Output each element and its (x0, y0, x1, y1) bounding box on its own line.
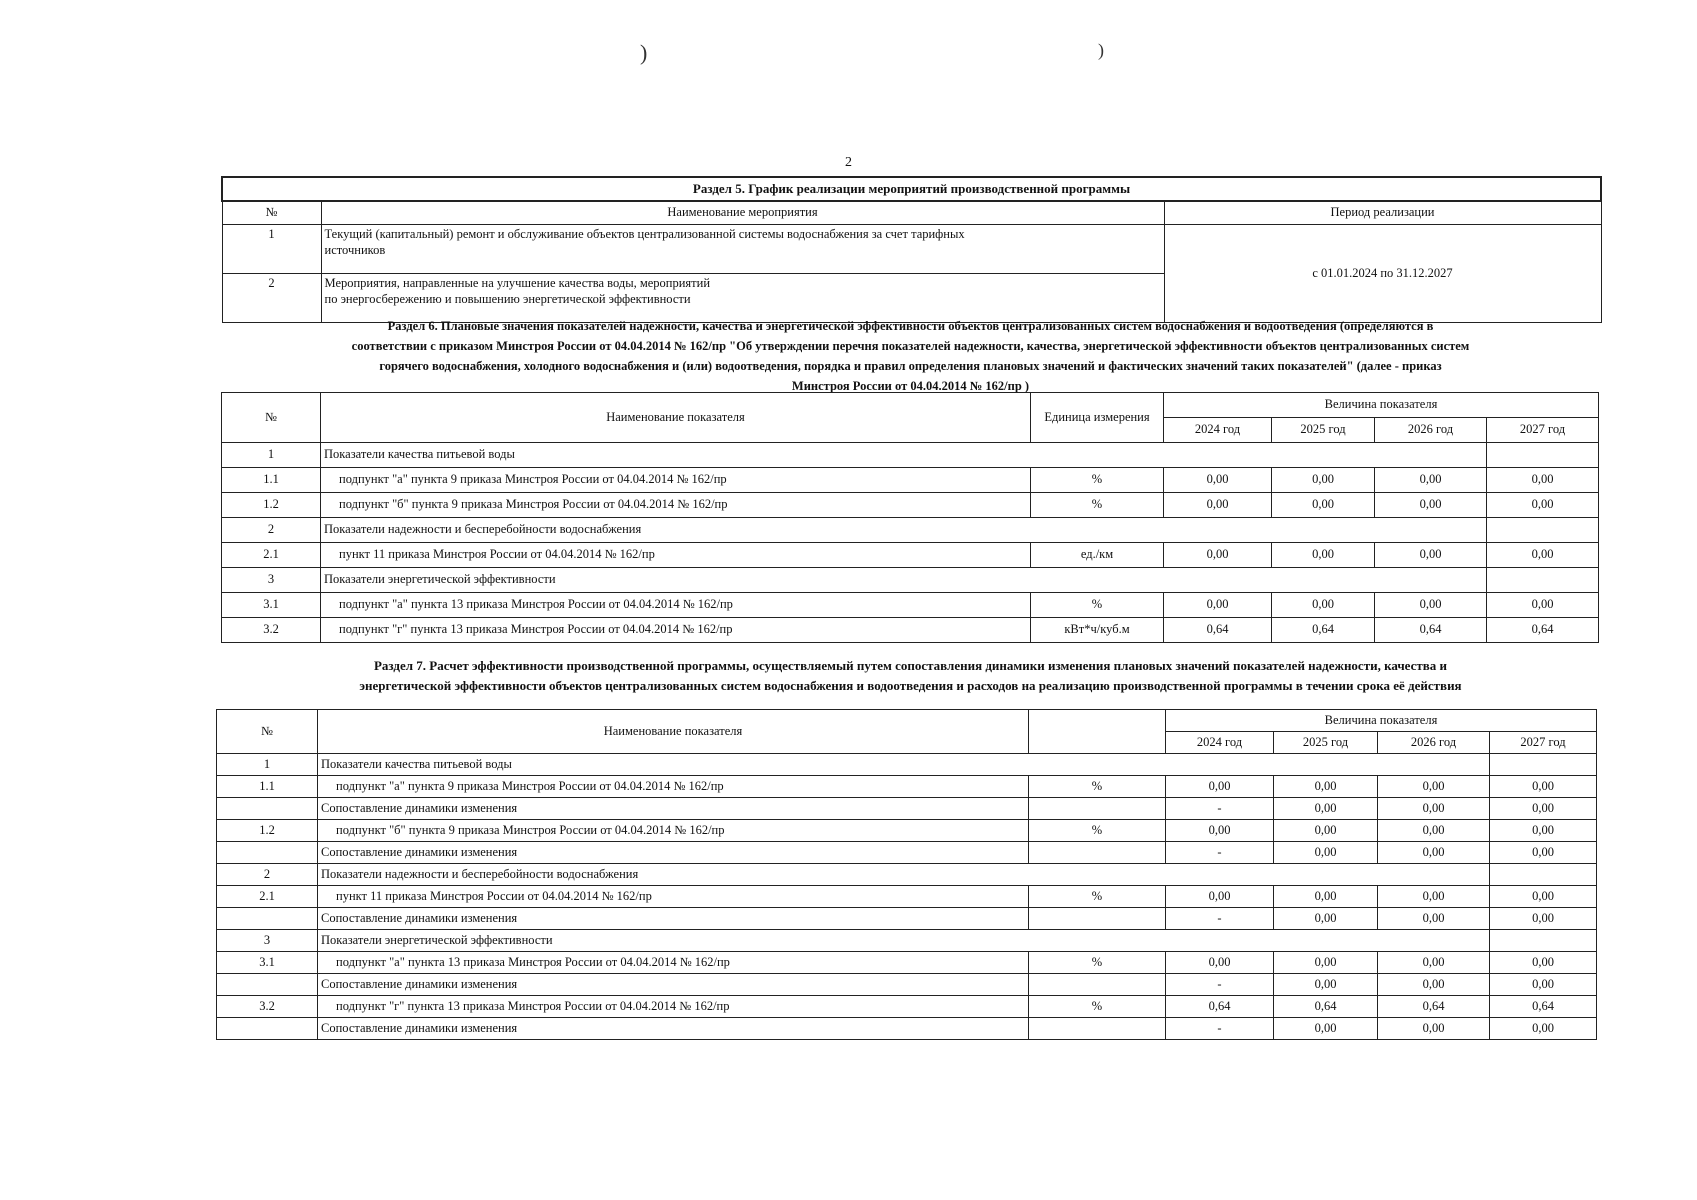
table-row (222, 593, 1599, 618)
row-number (217, 974, 318, 996)
value-cell: 0,64 (1375, 618, 1487, 643)
value-cell: 0,00 (1274, 952, 1378, 974)
value-cell: 0,00 (1166, 776, 1274, 798)
section6-title: Раздел 6. Плановые значения показателей надежности, качества и энергетической эффективности объектов централизованных систем водоснабжения и водоотведения (определяются в соответствии с приказом Минстроя России от 04.04.2014 № 162/пр "Об утверждении перечня показателей надежности, качества, энергетической эффективности объектов централизованных систем горячего водоснабжения, холодного водоснабжения и (или) водоотведения, порядка и правил определения плановых значений и фактических значений таких показателей" (далее - приказ Минстроя России от 04.04.2014 № 162/пр ) (351, 319, 1470, 393)
row-number: 1.1 (222, 468, 321, 493)
value-cell: 0,00 (1274, 974, 1378, 996)
indicator-name: подпункт "г" пункта 13 приказа Минстроя России от 04.04.2014 № 162/пр (321, 618, 1031, 643)
table-row (222, 225, 1601, 274)
unit-cell: % (1029, 776, 1166, 798)
value-cell: 0,00 (1490, 952, 1597, 974)
comparison-label: Сопоставление динамики изменения (318, 798, 1029, 820)
indicator-name: подпункт "г" пункта 13 приказа Минстроя России от 04.04.2014 № 162/пр (318, 996, 1029, 1018)
group-name: Показатели надежности и бесперебойности водоснабжения (318, 864, 1490, 886)
value-cell: 0,00 (1166, 820, 1274, 842)
row-number: 1 (222, 443, 321, 468)
group-row (217, 754, 1597, 776)
value-cell: 0,00 (1378, 1018, 1490, 1040)
comparison-label: Сопоставление динамики изменения (318, 974, 1029, 996)
comparison-row (217, 974, 1597, 996)
value-cell: 0,00 (1378, 886, 1490, 908)
table-row (217, 952, 1597, 974)
year-header: 2025 год (1272, 418, 1375, 443)
group-row (222, 443, 1599, 468)
value-cell: 0,00 (1490, 842, 1597, 864)
value-cell: 0,64 (1378, 996, 1490, 1018)
unit-cell: % (1031, 468, 1164, 493)
empty-cell (1490, 754, 1597, 776)
group-name: Показатели энергетической эффективности (321, 568, 1487, 593)
year-header: 2027 год (1487, 418, 1599, 443)
row-number: 3 (222, 568, 321, 593)
value-cell: 0,64 (1166, 996, 1274, 1018)
value-cell: 0,00 (1164, 493, 1272, 518)
activity-name: Текущий (капитальный) ремонт и обслуживание объектов централизованной системы водоснабжения за счет тарифных источников (321, 225, 1164, 274)
table-row (217, 820, 1597, 842)
value-cell: 0,00 (1164, 543, 1272, 568)
group-name: Показатели качества питьевой воды (318, 754, 1490, 776)
col-value-header: Величина показателя (1166, 710, 1597, 732)
implementation-period: с 01.01.2024 по 31.12.2027 (1164, 225, 1601, 323)
value-cell: 0,00 (1164, 468, 1272, 493)
value-cell: 0,00 (1487, 543, 1599, 568)
group-row (222, 518, 1599, 543)
value-cell: 0,00 (1378, 842, 1490, 864)
row-number: 1.1 (217, 776, 318, 798)
value-cell: 0,00 (1490, 1018, 1597, 1040)
row-number: 2 (217, 864, 318, 886)
value-cell: 0,00 (1490, 798, 1597, 820)
value-cell: 0,00 (1274, 820, 1378, 842)
row-number: 1 (222, 225, 321, 274)
value-cell: 0,00 (1378, 974, 1490, 996)
row-number: 2.1 (217, 886, 318, 908)
value-cell: 0,00 (1490, 820, 1597, 842)
empty-cell (1487, 568, 1599, 593)
value-cell: 0,00 (1378, 952, 1490, 974)
scan-mark: ) (640, 40, 648, 65)
unit-cell (1029, 798, 1166, 820)
value-cell: - (1166, 1018, 1274, 1040)
value-cell: 0,64 (1487, 618, 1599, 643)
col-indicator-name-header: Наименование показателя (318, 710, 1029, 754)
comparison-row (217, 798, 1597, 820)
indicator-name: подпункт "а" пункта 13 приказа Минстроя России от 04.04.2014 № 162/пр (321, 593, 1031, 618)
value-cell: 0,00 (1272, 493, 1375, 518)
group-row (222, 568, 1599, 593)
year-header: 2024 год (1164, 418, 1272, 443)
unit-cell (1029, 842, 1166, 864)
unit-cell (1029, 1018, 1166, 1040)
unit-cell: % (1029, 996, 1166, 1018)
value-cell: 0,00 (1490, 776, 1597, 798)
value-cell: 0,00 (1272, 593, 1375, 618)
col-no-header: № (217, 710, 318, 754)
value-cell: - (1166, 798, 1274, 820)
col-no-header: № (222, 201, 321, 225)
value-cell: 0,00 (1375, 468, 1487, 493)
table-row (217, 886, 1597, 908)
row-number: 3 (217, 930, 318, 952)
row-number: 3.2 (217, 996, 318, 1018)
value-cell: 0,00 (1272, 543, 1375, 568)
value-cell: 0,64 (1272, 618, 1375, 643)
indicator-name: пункт 11 приказа Минстроя России от 04.04.2014 № 162/пр (321, 543, 1031, 568)
col-value-header: Величина показателя (1164, 393, 1599, 418)
comparison-label: Сопоставление динамики изменения (318, 908, 1029, 930)
value-cell: 0,00 (1378, 798, 1490, 820)
value-cell: 0,00 (1375, 543, 1487, 568)
section5-title: Раздел 5. График реализации мероприятий производственной программы (222, 177, 1601, 201)
empty-cell (1490, 930, 1597, 952)
unit-cell: % (1029, 952, 1166, 974)
value-cell: 0,00 (1274, 776, 1378, 798)
indicator-name: подпункт "б" пункта 9 приказа Минстроя России от 04.04.2014 № 162/пр (318, 820, 1029, 842)
comparison-row (217, 908, 1597, 930)
empty-cell (1487, 518, 1599, 543)
group-name: Показатели энергетической эффективности (318, 930, 1490, 952)
value-cell: 0,00 (1166, 952, 1274, 974)
comparison-row (217, 842, 1597, 864)
comparison-label: Сопоставление динамики изменения (318, 842, 1029, 864)
row-number: 1.2 (217, 820, 318, 842)
comparison-label: Сопоставление динамики изменения (318, 1018, 1029, 1040)
value-cell: 0,00 (1166, 886, 1274, 908)
group-row (217, 864, 1597, 886)
table-row (222, 468, 1599, 493)
year-header: 2027 год (1490, 732, 1597, 754)
value-cell: 0,00 (1490, 974, 1597, 996)
year-header: 2025 год (1274, 732, 1378, 754)
row-number: 2 (222, 274, 321, 323)
group-name: Показатели качества питьевой воды (321, 443, 1487, 468)
unit-cell: ед./км (1031, 543, 1164, 568)
value-cell: 0,00 (1487, 593, 1599, 618)
value-cell: - (1166, 974, 1274, 996)
row-number (217, 1018, 318, 1040)
row-number: 1 (217, 754, 318, 776)
value-cell: - (1166, 908, 1274, 930)
value-cell: 0,00 (1375, 593, 1487, 618)
page-number: 2 (845, 155, 852, 170)
indicator-name: подпункт "а" пункта 9 приказа Минстроя России от 04.04.2014 № 162/пр (318, 776, 1029, 798)
year-header: 2026 год (1375, 418, 1487, 443)
value-cell: 0,64 (1490, 996, 1597, 1018)
value-cell: 0,00 (1274, 1018, 1378, 1040)
section7-table (216, 709, 1597, 1040)
value-cell: 0,64 (1274, 996, 1378, 1018)
empty-cell (1487, 443, 1599, 468)
row-number: 3.1 (217, 952, 318, 974)
indicator-name: пункт 11 приказа Минстроя России от 04.04.2014 № 162/пр (318, 886, 1029, 908)
value-cell: - (1166, 842, 1274, 864)
row-number: 2 (222, 518, 321, 543)
row-number: 3.2 (222, 618, 321, 643)
value-cell: 0,00 (1272, 468, 1375, 493)
unit-cell (1029, 908, 1166, 930)
table-row (217, 996, 1597, 1018)
table-row (222, 618, 1599, 643)
unit-cell: % (1031, 493, 1164, 518)
group-row (217, 930, 1597, 952)
row-number: 2.1 (222, 543, 321, 568)
col-no-header: № (222, 393, 321, 443)
unit-cell (1029, 974, 1166, 996)
col-indicator-name-header: Наименование показателя (321, 393, 1031, 443)
unit-cell: кВт*ч/куб.м (1031, 618, 1164, 643)
activity-name: Мероприятия, направленные на улучшение качества воды, мероприятий по энергосбережению и повышению энергетической эффективности (321, 274, 1164, 323)
unit-cell: % (1029, 820, 1166, 842)
section7-title: Раздел 7. Расчет эффективности производственной программы, осуществляемый путем сопоставления динамики изменения плановых значений показателей надежности, качества и энергетической эффективности объектов централизованных систем водоснабжения и водоотведения и расходов на реализацию производственной программы в течении срока её действия (359, 658, 1462, 693)
table-row (222, 543, 1599, 568)
row-number (217, 908, 318, 930)
col-unit-header (1029, 710, 1166, 754)
section6-table (221, 392, 1599, 643)
value-cell: 0,00 (1487, 493, 1599, 518)
value-cell: 0,64 (1164, 618, 1272, 643)
value-cell: 0,00 (1274, 886, 1378, 908)
row-number: 3.1 (222, 593, 321, 618)
indicator-name: подпункт "а" пункта 13 приказа Минстроя России от 04.04.2014 № 162/пр (318, 952, 1029, 974)
year-header: 2024 год (1166, 732, 1274, 754)
row-number (217, 798, 318, 820)
value-cell: 0,00 (1490, 886, 1597, 908)
col-activity-name-header: Наименование мероприятия (321, 201, 1164, 225)
table-row (217, 776, 1597, 798)
section5-table (221, 176, 1602, 323)
value-cell: 0,00 (1490, 908, 1597, 930)
year-header: 2026 год (1378, 732, 1490, 754)
unit-cell: % (1029, 886, 1166, 908)
value-cell: 0,00 (1164, 593, 1272, 618)
unit-cell: % (1031, 593, 1164, 618)
group-name: Показатели надежности и бесперебойности водоснабжения (321, 518, 1487, 543)
empty-cell (1490, 864, 1597, 886)
scan-mark: ) (1098, 40, 1104, 60)
value-cell: 0,00 (1375, 493, 1487, 518)
value-cell: 0,00 (1274, 842, 1378, 864)
indicator-name: подпункт "а" пункта 9 приказа Минстроя России от 04.04.2014 № 162/пр (321, 468, 1031, 493)
value-cell: 0,00 (1274, 908, 1378, 930)
row-number: 1.2 (222, 493, 321, 518)
col-unit-header: Единица измерения (1031, 393, 1164, 443)
indicator-name: подпункт "б" пункта 9 приказа Минстроя России от 04.04.2014 № 162/пр (321, 493, 1031, 518)
value-cell: 0,00 (1378, 908, 1490, 930)
row-number (217, 842, 318, 864)
value-cell: 0,00 (1378, 820, 1490, 842)
value-cell: 0,00 (1274, 798, 1378, 820)
comparison-row (217, 1018, 1597, 1040)
value-cell: 0,00 (1378, 776, 1490, 798)
value-cell: 0,00 (1487, 468, 1599, 493)
table-row (222, 493, 1599, 518)
col-period-header: Период реализации (1164, 201, 1601, 225)
